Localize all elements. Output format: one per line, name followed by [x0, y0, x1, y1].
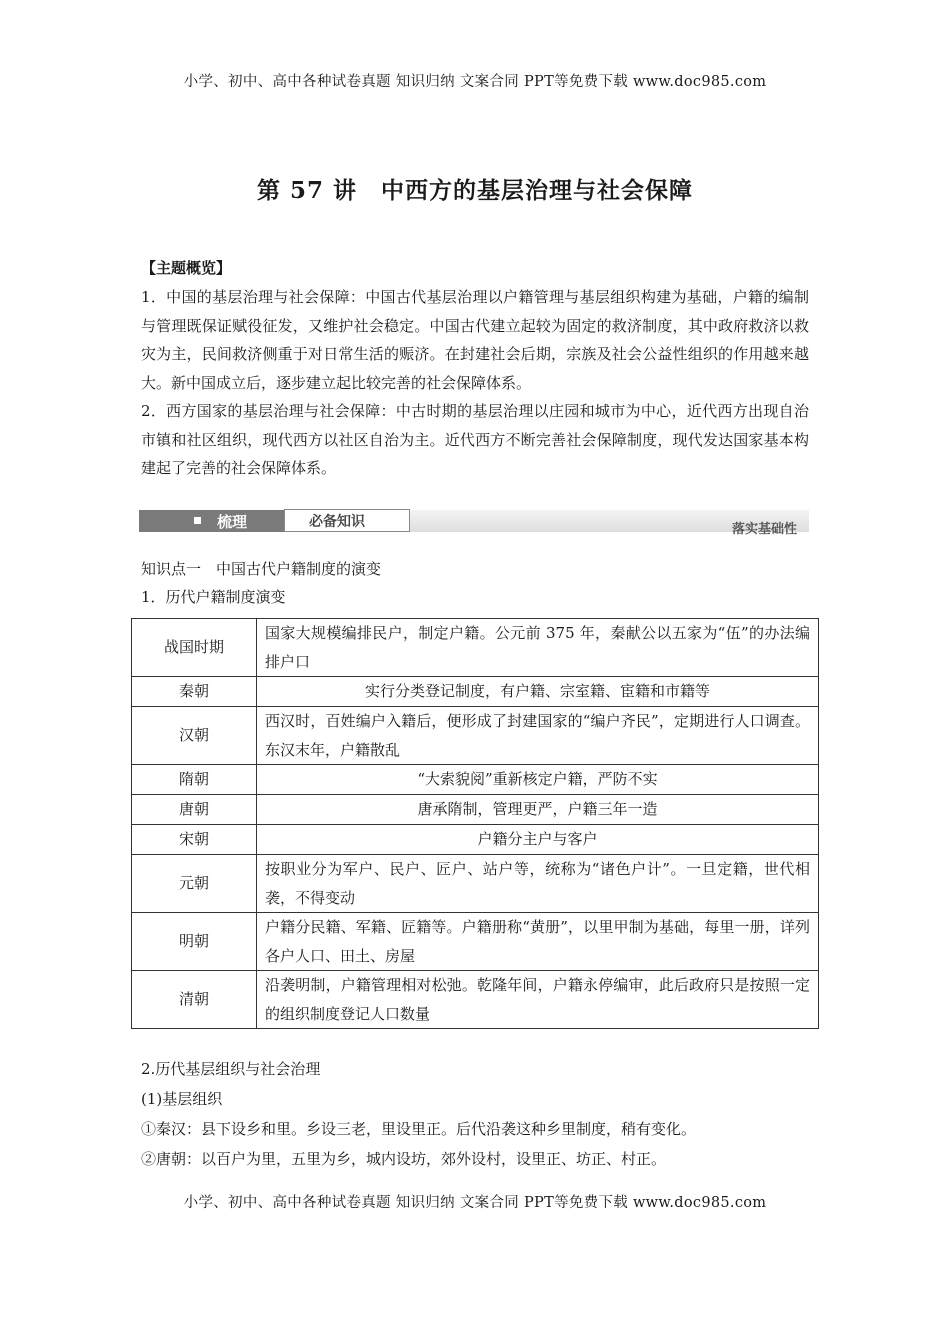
- section2-heading: 2.历代基层组织与社会治理: [141, 1060, 321, 1078]
- era-cell: 元朝: [132, 855, 257, 913]
- era-cell: 明朝: [132, 913, 257, 971]
- section2-item-tang: ②唐朝：以百户为里，五里为乡，城内设坊，郊外设村，设里正、坊正、村正。: [141, 1150, 667, 1168]
- square-bullet-icon: [194, 517, 201, 524]
- overview-paragraph-1: 1．中国的基层治理与社会保障：中国古代基层治理以户籍管理与基层组织构建为基础，户籍的编制与管理既保证赋役征发，又维护社会稳定。中国古代建立起较为固定的救济制度，其中政府救济以救灾为主，民间救济侧重于对日常生活的赈济。在封建社会后期，宗族及社会公益性组织的作用越来越大。新中国成立后，逐步建立起比较完善的社会保障体系。: [141, 288, 809, 392]
- table-row: [132, 677, 819, 707]
- banner-dark-block: [139, 510, 284, 532]
- overview-paragraph-2: 2．西方国家的基层治理与社会保障：中古时期的基层治理以庄园和城市为中心，近代西方出现自治市镇和社区组织，现代西方以社区自治为主。近代西方不断完善社会保障制度，现代发达国家基本构建起了完善的社会保障体系。: [141, 402, 809, 477]
- content-cell: “大索貌阅”重新核定户籍，严防不实: [257, 765, 819, 795]
- era-cell: 唐朝: [132, 795, 257, 825]
- content-cell: 西汉时，百姓编户入籍后，便形成了封建国家的“编户齐民”，定期进行人口调查。东汉末年，户籍散乱: [257, 707, 819, 765]
- banner-middle-label: 必备知识: [309, 514, 365, 530]
- era-cell: 宋朝: [132, 825, 257, 855]
- content-cell: 实行分类登记制度，有户籍、宗室籍、宦籍和市籍等: [257, 677, 819, 707]
- era-cell: 汉朝: [132, 707, 257, 765]
- table-row: [132, 913, 819, 971]
- era-cell: 清朝: [132, 971, 257, 1029]
- household-registration-table: [131, 618, 819, 1029]
- page-header: 小学、初中、高中各种试卷真题 知识归纳 文案合同 PPT等免费下载 www.doc985.com: [183, 74, 767, 90]
- knowledge-point-heading: 知识点一 中国古代户籍制度的演变: [141, 560, 382, 578]
- table-row: [132, 971, 819, 1029]
- content-cell: 户籍分主户与客户: [257, 825, 819, 855]
- banner-left-label: 梳理: [217, 513, 248, 531]
- content-cell: 沿袭明制，户籍管理相对松弛。乾隆年间，户籍永停编审，此后政府只是按照一定的组织制度登记人口数量: [257, 971, 819, 1029]
- section2-subheading: (1)基层组织: [141, 1090, 223, 1108]
- era-cell: 隋朝: [132, 765, 257, 795]
- era-cell: 战国时期: [132, 619, 257, 677]
- banner-right-label: 落实基础性: [731, 522, 797, 537]
- content-cell: 国家大规模编排民户，制定户籍。公元前 375 年，秦献公以五家为“伍”的办法编排户口: [257, 619, 819, 677]
- content-cell: 按职业分为军户、民户、匠户、站户等，统称为“诸色户计”。一旦定籍，世代相袭，不得变动: [257, 855, 819, 913]
- section2-item-qin-han: ①秦汉：县下设乡和里。乡设三老，里设里正。后代沿袭这种乡里制度，稍有变化。: [141, 1120, 697, 1138]
- table-row: [132, 855, 819, 913]
- page-title: 第 57 讲 中西方的基层治理与社会保障: [256, 177, 694, 204]
- table-row: [132, 707, 819, 765]
- overview-body: [141, 283, 809, 483]
- table-row: [132, 795, 819, 825]
- overview-heading: 【主题概览】: [141, 259, 232, 277]
- page-footer: 小学、初中、高中各种试卷真题 知识归纳 文案合同 PPT等免费下载 www.doc985.com: [183, 1195, 767, 1211]
- section-banner: [139, 500, 809, 538]
- table-row: [132, 825, 819, 855]
- content-cell: 唐承隋制，管理更严，户籍三年一造: [257, 795, 819, 825]
- table-row: [132, 619, 819, 677]
- table-row: [132, 765, 819, 795]
- era-cell: 秦朝: [132, 677, 257, 707]
- subheading-household-registration: 1．历代户籍制度演变: [141, 588, 286, 606]
- content-cell: 户籍分民籍、军籍、匠籍等。户籍册称“黄册”，以里甲制为基础，每里一册，详列各户人口、田土、房屋: [257, 913, 819, 971]
